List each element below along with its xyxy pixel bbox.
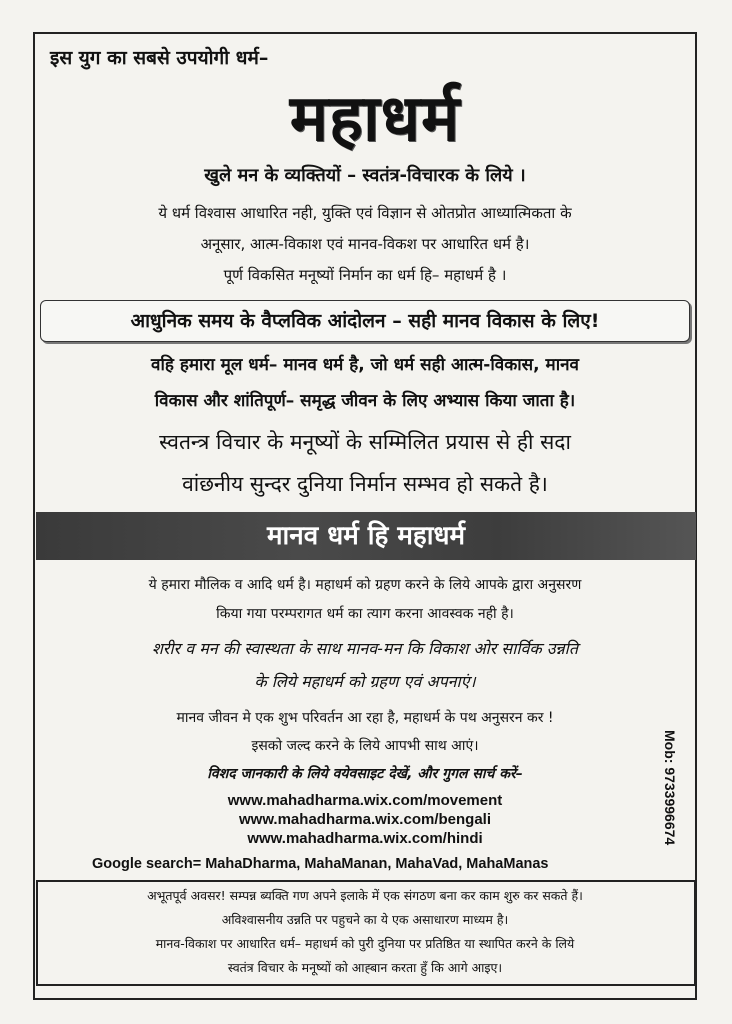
- website-prompt: विशद जानकारी के लिये वयेवसाइट देखें, और गुगल सार्च करें–: [207, 766, 523, 782]
- footer-line-1: अभूतपूर्व अवसर! सम्पन्न ब्यक्ति गण अपने इलाके में एक संगठण बना कर काम शुरु कर सकते हैं।: [147, 888, 583, 903]
- details-italic-1: शरीर व मन की स्वास्थता के साथ मानव-मन कि विकाश ओर सार्विक उन्नति: [152, 639, 578, 658]
- movement-banner: आधुनिक समय के वैप्लविक आंदोलन – सही मानव विकास के लिए!: [40, 300, 690, 342]
- footer-line-3: मानव-विकाश पर आधारित धर्म– महाधर्म को पुरी दुनिया पर प्रतिष्ठित या स्थापित करने के लिये: [155, 936, 575, 951]
- movement-line-1: वहि हमारा मूल धर्म– मानव धर्म है, जो धर्म सही आत्म-विकास, मानव: [151, 355, 579, 375]
- intro-line-1: ये धर्म विश्वास आधारित नही, युक्ति एवं विज्ञान से ओतप्रोत आध्यात्मिकता के: [158, 204, 572, 222]
- url-hindi[interactable]: www.mahadharma.wix.com/hindi: [247, 830, 483, 847]
- url-movement[interactable]: www.mahadharma.wix.com/movement: [227, 792, 503, 809]
- human-dharma-banner: मानव धर्म हि महाधर्म: [36, 512, 696, 560]
- movement-line-4: वांछनीय सुन्दर दुनिया निर्मान सम्भव हो सकते है।: [182, 472, 548, 496]
- intro-line-3: पूर्ण विकसित मनूष्यों निर्मान का धर्म हि– महाधर्म है ।: [223, 266, 507, 284]
- details-line-1: ये हमारा मौलिक व आदि धर्म है। महाधर्म को ग्रहण करने के लिये आपके द्वारा अनुसरण: [148, 577, 582, 593]
- movement-line-2: विकास और शांतिपूर्ण– समृद्ध जीवन के लिए अभ्यास किया जाता है।: [154, 391, 576, 411]
- url-bengali[interactable]: www.mahadharma.wix.com/bengali: [238, 811, 491, 828]
- footer-line-2: अविश्वासनीय उन्नति पर पहुचने का ये एक असाधारण माध्यम है।: [221, 912, 509, 927]
- footer-line-4: स्वतंत्र विचार के मनूष्यों को आह्बान करता हुँ कि आगे आइए।: [227, 960, 503, 975]
- intro-line-2: अनूसार, आत्म-विकाश एवं मानव-विकश पर आधारित धर्म है।: [200, 235, 530, 253]
- intro-subtitle: खुले मन के व्यक्तियों – स्वतंत्र-विचारक के लिये ।: [204, 165, 526, 186]
- details-italic-2: के लिये महाधर्म को ग्रहण एवं अपनाएं।: [254, 672, 476, 691]
- mobile-number: Mob: 9733996674: [662, 730, 678, 846]
- page-title: महाधर्म: [289, 82, 461, 156]
- details-line-3: मानव जीवन मे एक शुभ परिवर्तन आ रहा है, महाधर्म के पथ अनुसरन कर !: [176, 710, 554, 726]
- google-search-line: Google search= MahaDharma, MahaManan, MahaVad, MahaManas: [92, 856, 549, 872]
- movement-line-3: स्वतन्त्र विचार के मनूष्यों के सम्मिलित प्रयास से ही सदा: [159, 430, 571, 454]
- details-line-4: इसको जल्द करने के लिये आपभी साथ आएं।: [251, 738, 479, 754]
- details-line-2: किया गया परम्परागत धर्म का त्याग करना आवस्वक नही है।: [216, 606, 514, 622]
- tagline: इस युग का सबसे उपयोगी धर्म–: [50, 47, 269, 69]
